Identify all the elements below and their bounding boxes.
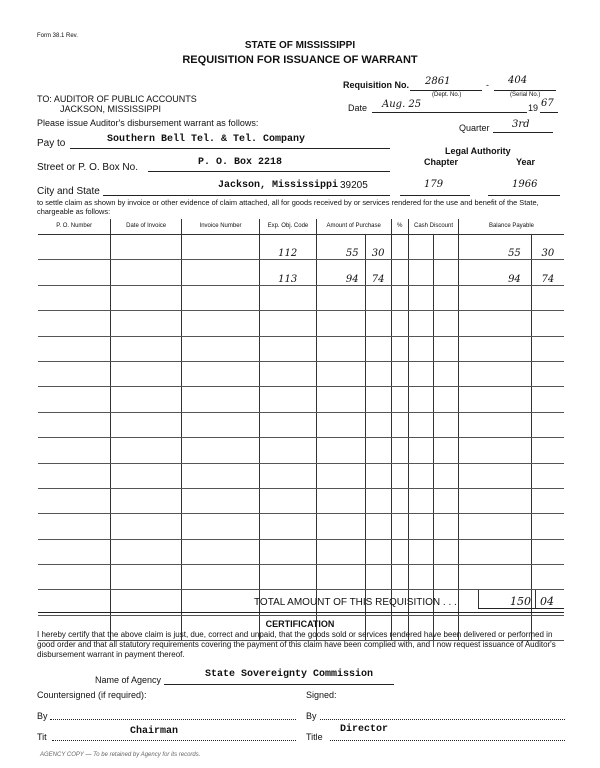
- date-value: Aug. 25: [382, 99, 422, 110]
- table-row: [38, 260, 564, 285]
- chapter-value: 179: [424, 179, 444, 190]
- balance-dollars: 55: [458, 235, 531, 260]
- title-label-right: Title: [306, 732, 323, 742]
- countersigned-label: Countersigned (if required):: [37, 690, 147, 700]
- col-po: P. O. Number: [38, 219, 111, 235]
- date-label: Date: [348, 103, 368, 113]
- table-row: [38, 514, 564, 539]
- city-label: City and State: [37, 186, 100, 197]
- year-value: 1966: [512, 179, 538, 190]
- legal-authority-label: Legal Authority: [445, 146, 511, 156]
- title-left-value: Chairman: [130, 726, 179, 737]
- amount-cents: 30: [365, 235, 391, 260]
- total-label: TOTAL AMOUNT OF THIS REQUISITION . . .: [254, 597, 457, 608]
- table-row: [38, 336, 564, 361]
- state-heading: STATE OF MISSISSIPPI: [244, 40, 356, 51]
- items-table: [38, 219, 564, 641]
- table-row: [38, 387, 564, 412]
- to-line-1: TO: AUDITOR OF PUBLIC ACCOUNTS: [37, 94, 197, 104]
- street-value: P. O. Box 2218: [198, 157, 283, 168]
- agency-label: Name of Agency: [95, 675, 162, 685]
- title-right-value: Director: [340, 724, 389, 735]
- table-row: [38, 438, 564, 463]
- table-row: [38, 488, 564, 513]
- exp-code: 112: [260, 235, 317, 260]
- total-dollars: 150: [510, 595, 531, 608]
- amount-cents: 74: [365, 260, 391, 285]
- serial-caption: (Serial No.): [510, 92, 541, 98]
- table-row: [38, 463, 564, 488]
- col-balance: Balance Payable: [458, 219, 564, 235]
- year-suffix: 67: [541, 98, 554, 109]
- table-row: [38, 285, 564, 310]
- balance-cents: 30: [531, 235, 564, 260]
- table-row: [38, 539, 564, 564]
- year-prefix: 19: [528, 103, 539, 113]
- col-date: Date of Invoice: [111, 219, 182, 235]
- col-cash: Cash Discount: [409, 219, 459, 235]
- street-label: Street or P. O. Box No.: [37, 162, 138, 173]
- balance-dollars: 94: [458, 260, 531, 285]
- pay-to-value: Southern Bell Tel. & Tel. Company: [107, 134, 306, 145]
- col-pct: %: [391, 219, 408, 235]
- footer-note: AGENCY COPY — To be retained by Agency for its records.: [40, 752, 201, 758]
- table-row: [38, 565, 564, 590]
- to-line-2: JACKSON, MISSISSIPPI: [60, 104, 162, 114]
- table-row: [38, 361, 564, 386]
- settle-claim-text: to settle claim as shown by invoice or other evidence of claim attached, all for goods received by or services rendered for the use and benefit of the State, chargeable as follows:: [37, 198, 539, 216]
- by-label-right: By: [306, 711, 317, 721]
- city-value: Jackson, Mississippi: [218, 180, 339, 191]
- col-invoice: Invoice Number: [181, 219, 259, 235]
- title-label-left: Tit: [37, 732, 47, 742]
- serial-number: 404: [508, 75, 528, 86]
- table-row: [38, 412, 564, 437]
- year-label: Year: [516, 157, 536, 167]
- dept-number: 2861: [425, 76, 451, 87]
- amount-dollars: 94: [316, 260, 365, 285]
- certification-title: CERTIFICATION: [265, 619, 335, 629]
- by-label-left: By: [37, 711, 48, 721]
- exp-code: 113: [260, 260, 317, 285]
- quarter-value: 3rd: [512, 119, 530, 130]
- quarter-label: Quarter: [459, 123, 490, 133]
- agency-value: State Sovereignty Commission: [205, 669, 374, 680]
- balance-cents: 74: [531, 260, 564, 285]
- col-amount: Amount of Purchase: [316, 219, 391, 235]
- pay-to-label: Pay to: [37, 138, 66, 149]
- requisition-label: Requisition No.: [343, 80, 409, 90]
- form-number: Form 38.1 Rev.: [37, 33, 78, 39]
- zip-value: 39205: [340, 180, 368, 191]
- certification-text: I hereby certify that the above claim is just, due, correct and unpaid, that the goods sold or services rendered have been delivered or performed in good order and that all statutory requirements covering the payment of this claim have been complied with, and I now request issuance of Auditor's disbursement warrant in payment thereof.: [37, 630, 556, 659]
- signed-label: Signed:: [306, 690, 337, 700]
- table-row: [38, 235, 564, 260]
- amount-dollars: 55: [316, 235, 365, 260]
- dept-caption: (Dept. No.): [432, 92, 462, 98]
- instruction-text: Please issue Auditor's disbursement warrant as follows:: [37, 118, 259, 128]
- form-title: REQUISITION FOR ISSUANCE OF WARRANT: [182, 54, 418, 66]
- table-row: [38, 311, 564, 336]
- chapter-label: Chapter: [424, 157, 459, 167]
- col-exp: Exp. Obj. Code: [260, 219, 317, 235]
- total-cents: 04: [540, 595, 554, 608]
